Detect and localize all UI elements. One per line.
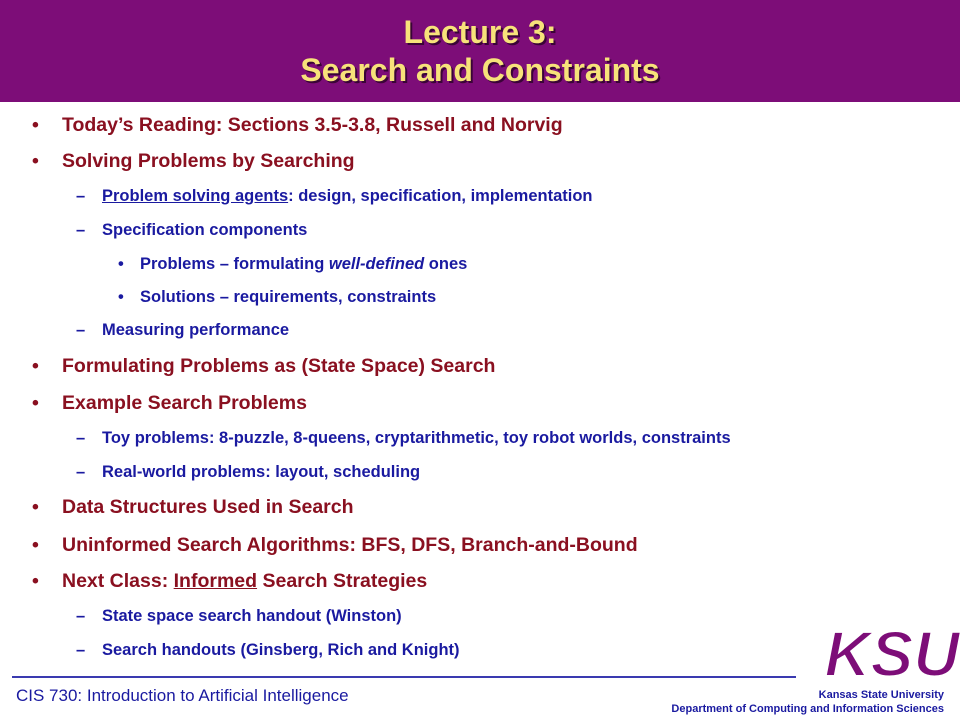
ksu-logo-text: KSU: [824, 618, 960, 690]
bullet-marker: •: [32, 496, 39, 518]
bullet-text: Toy problems: 8-puzzle, 8-queens, cryptarithmetic, toy robot worlds, constraints: [102, 429, 731, 447]
footer-course-title: CIS 730: Introduction to Artificial Intelligence: [16, 686, 349, 705]
bullet-specification-components: [76, 221, 308, 240]
footer-institution: [671, 688, 944, 716]
dash-marker: –: [76, 607, 86, 625]
bullet-real-world-problems: [76, 463, 421, 482]
bullet-text-italic: well-defined: [328, 255, 425, 273]
dash-marker: –: [76, 463, 86, 481]
link-informed[interactable]: Informed: [173, 570, 258, 592]
bullet-example-search-problems: [32, 392, 307, 415]
bullet-marker: •: [32, 114, 39, 136]
bullet-text: : design, specification, implementation: [288, 187, 593, 205]
bullet-text-post: Search Strategies: [257, 570, 428, 592]
bullet-marker: •: [118, 288, 124, 306]
dash-marker: –: [76, 641, 86, 659]
ksu-logo: [824, 618, 960, 690]
bullet-marker: •: [32, 392, 39, 414]
bullet-marker: •: [32, 150, 39, 172]
bullet-text: Solving Problems by Searching: [62, 150, 355, 172]
bullet-text: Measuring performance: [102, 321, 290, 339]
dash-marker: –: [76, 429, 86, 447]
bullet-uninformed-search: [32, 534, 638, 557]
slide-title-line-2: Search and Constraints: [300, 52, 660, 88]
bullet-problem-solving-agents: [76, 187, 593, 206]
bullet-problems: [118, 255, 468, 274]
bullet-marker: •: [118, 255, 124, 273]
bullet-toy-problems: [76, 429, 731, 448]
bullet-measuring-performance: [76, 321, 290, 340]
bullet-todays-reading: [32, 114, 563, 137]
dash-marker: –: [76, 221, 86, 239]
bullet-text: Uninformed Search Algorithms: BFS, DFS, Branch-and-Bound: [62, 534, 638, 556]
bullet-text: Real-world problems: layout, scheduling: [102, 463, 421, 481]
dash-marker: –: [76, 187, 86, 205]
bullet-text-post: ones: [424, 255, 468, 273]
bullet-marker: •: [32, 534, 39, 556]
bullet-text: Example Search Problems: [62, 392, 307, 414]
dash-marker: –: [76, 321, 86, 339]
footer-divider: [12, 676, 796, 678]
bullet-marker: •: [32, 355, 39, 377]
bullet-solving-problems: [32, 150, 355, 173]
bullet-text: Search handouts (Ginsberg, Rich and Knight): [102, 641, 460, 659]
title-bar: [0, 0, 960, 102]
bullet-text: State space search handout (Winston): [102, 607, 402, 625]
bullet-search-handouts: [76, 641, 460, 660]
bullet-text: Formulating Problems as (State Space) Search: [62, 355, 496, 377]
footer-department: Department of Computing and Information Sciences: [671, 703, 944, 715]
bullet-marker: •: [32, 570, 39, 592]
bullet-text: Today’s Reading: Sections 3.5-3.8, Russell and Norvig: [62, 114, 563, 136]
bullet-text-pre: Next Class:: [62, 570, 174, 592]
bullet-text: Specification components: [102, 221, 308, 239]
bullet-solutions: [118, 288, 437, 307]
bullet-next-class: [32, 570, 428, 593]
bullet-text-pre: Problems – formulating: [140, 255, 329, 273]
bullet-text: Data Structures Used in Search: [62, 496, 354, 518]
bullet-data-structures: [32, 496, 354, 519]
bullet-formulating-problems: [32, 355, 496, 378]
slide-title-line-1: Lecture 3:: [403, 14, 557, 50]
footer-university: Kansas State University: [818, 689, 944, 701]
bullet-text: Solutions – requirements, constraints: [140, 288, 437, 306]
bullet-state-space-handout: [76, 607, 402, 626]
link-problem-solving-agents[interactable]: Problem solving agents: [102, 187, 289, 205]
